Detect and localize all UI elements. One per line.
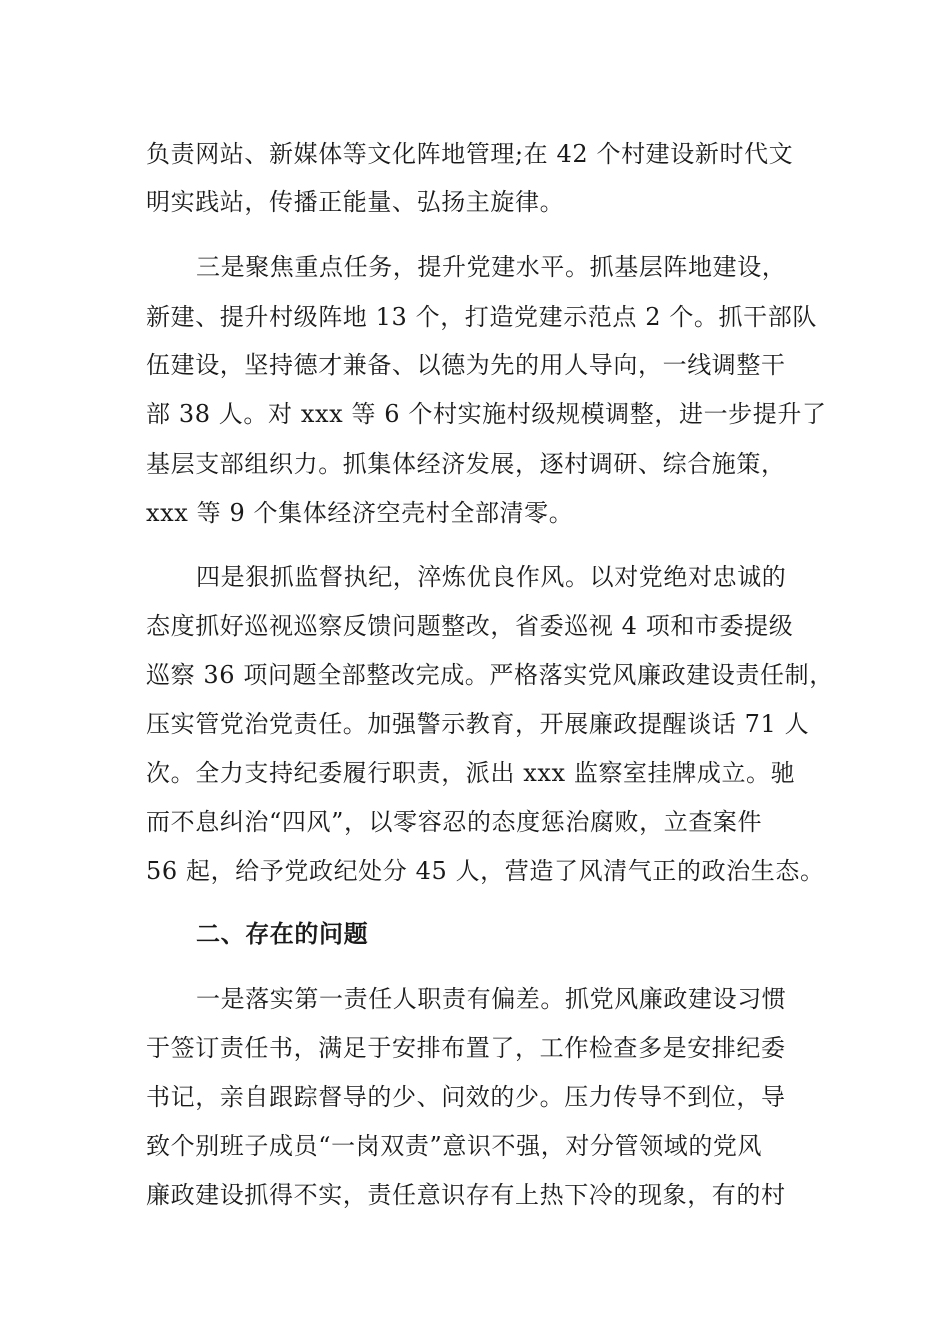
paragraph-line: 部 38 人。对 xxx 等 6 个村实施村级规模调整，进一步提升了	[146, 400, 827, 428]
paragraph-line: 56 起，给予党政纪处分 45 人，营造了风清气正的政治生态。	[146, 857, 825, 885]
paragraph-line: 基层支部组织力。抓集体经济发展，逐村调研、综合施策，	[146, 450, 786, 478]
paragraph-line: 而不息纠治“四风”，以零容忍的态度惩治腐败，立查案件	[146, 808, 763, 836]
paragraph-line: 次。全力支持纪委履行职责，派出 xxx 监察室挂牌成立。驰	[146, 759, 796, 787]
section-heading: 二、存在的问题	[196, 920, 369, 948]
paragraph-line: 伍建设，坚持德才兼备、以德为先的用人导向，一线调整干	[146, 351, 786, 379]
paragraph-line: 巡察 36 项问题全部整改完成。严格落实党风廉政建设责任制，	[146, 661, 834, 689]
paragraph-line: 态度抓好巡视巡察反馈问题整改，省委巡视 4 项和市委提级	[146, 612, 794, 640]
paragraph-line: 书记，亲自跟踪督导的少、问效的少。压力传导不到位，导	[146, 1083, 786, 1111]
paragraph-line: 三是聚焦重点任务，提升党建水平。抓基层阵地建设，	[196, 253, 787, 281]
paragraph-line: 明实践站，传播正能量、弘扬主旋律。	[146, 188, 565, 216]
paragraph-line: 负责网站、新媒体等文化阵地管理;在 42 个村建设新时代文	[146, 140, 794, 168]
paragraph-line: 一是落实第一责任人职责有偏差。抓党风廉政建设习惯	[196, 985, 787, 1013]
paragraph-line: 于签订责任书，满足于安排布置了，工作检查多是安排纪委	[146, 1034, 786, 1062]
paragraph-line: 新建、提升村级阵地 13 个，打造党建示范点 2 个。抓干部队	[146, 303, 817, 331]
paragraph-line: 廉政建设抓得不实，责任意识存有上热下冷的现象，有的村	[146, 1181, 786, 1209]
paragraph-line: 致个别班子成员“一岗双责”意识不强，对分管领域的党风	[146, 1132, 763, 1160]
paragraph-line: 压实管党治党责任。加强警示教育，开展廉政提醒谈话 71 人	[146, 710, 810, 738]
paragraph-line: 四是狠抓监督执纪，淬炼优良作风。以对党绝对忠诚的	[196, 563, 787, 591]
paragraph-line: xxx 等 9 个集体经济空壳村全部清零。	[146, 499, 574, 527]
